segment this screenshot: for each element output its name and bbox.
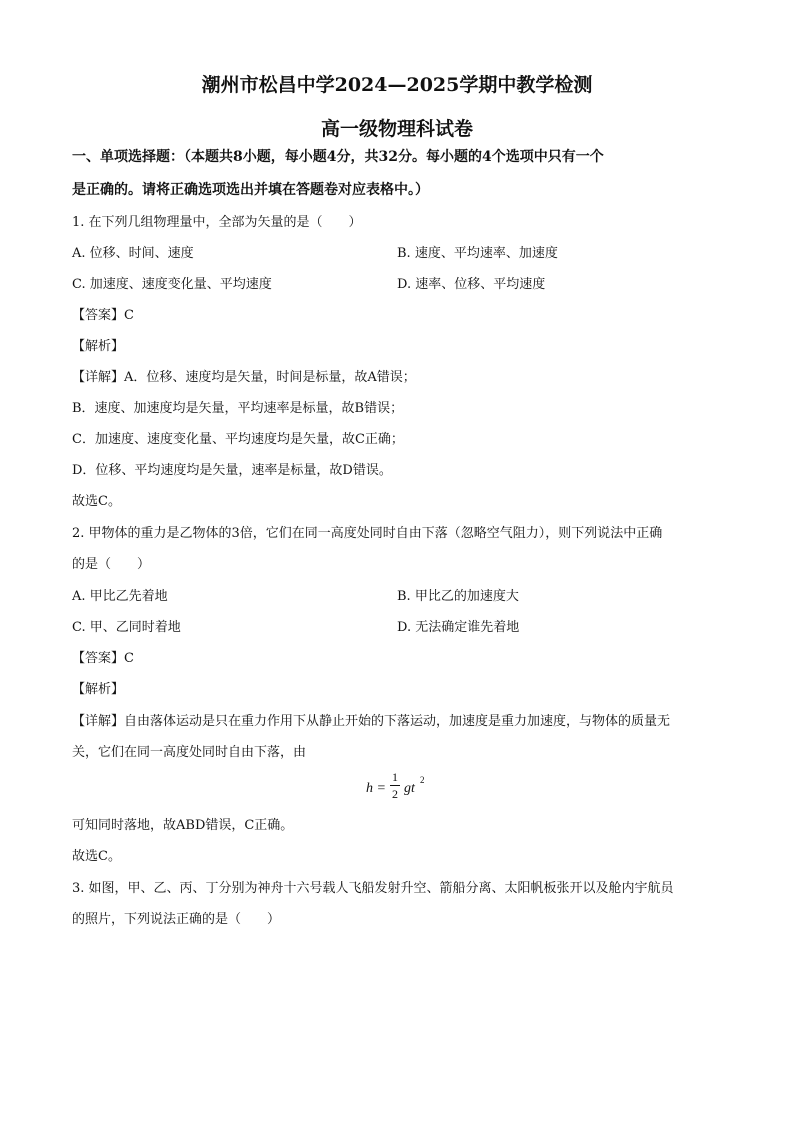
q2-detail-1: 【详解】自由落体运动是只在重力作用下从静止开始的下落运动，加速度是重力加速度，与物体的质量无 (72, 714, 671, 729)
formula-fraction-bar (390, 785, 400, 786)
q1-detail-4: D．位移、平均速度均是矢量，速率是标量，故D错误。 (72, 463, 392, 478)
q2-detail-2: 关，它们在同一高度处同时自由下落，由 (72, 745, 307, 760)
q2-detail-3: 可知同时落地，故ABD错误，C正确。 (72, 818, 294, 833)
q1-detail-2: B．速度、加速度均是矢量，平均速率是标量，故B错误； (72, 401, 404, 416)
q1-option-b: B. 速度、平均速率、加速度 (397, 246, 558, 261)
q2-conclusion: 故选C。 (72, 849, 121, 864)
exam-subtitle: 高一级物理科试卷 (320, 118, 473, 140)
q1-option-c: C. 加速度、速度变化量、平均速度 (72, 277, 272, 292)
q1-stem: 1. 在下列几组物理量中，全部为矢量的是（ ） (72, 215, 362, 230)
q2-analysis-label: 【解析】 (72, 682, 125, 697)
formula-exponent: 2 (420, 775, 425, 785)
q1-detail-1: 【详解】A．位移、速度均是矢量，时间是标量，故A错误； (72, 370, 416, 385)
q1-option-a: A. 位移、时间、速度 (72, 246, 194, 261)
section-heading-line1: 一、单项选择题：（本题共8小题，每小题4分，共32分。每小题的4个选项中只有一个 (72, 149, 604, 165)
q3-stem-line2: 的照片，下列说法正确的是（ ） (72, 912, 281, 927)
q2-stem-line1: 2. 甲物体的重力是乙物体的3倍，它们在同一高度处同时自由下落（忽略空气阻力），则下列说法中正确 (72, 526, 663, 541)
q1-conclusion: 故选C。 (72, 494, 121, 509)
q1-analysis-label: 【解析】 (72, 339, 125, 354)
formula-denominator: 2 (392, 787, 398, 801)
q2-option-b: B. 甲比乙的加速度大 (397, 589, 519, 604)
q2-stem-line2: 的是（ ） (72, 557, 151, 572)
formula-numerator: 1 (392, 770, 398, 784)
exam-title: 潮州市松昌中学2024—2025学期中教学检测 (201, 74, 593, 96)
formula-lhs: h = (366, 781, 386, 796)
q2-option-c: C. 甲、乙同时着地 (72, 620, 181, 635)
formula-rhs: gt (404, 781, 415, 796)
q2-option-a: A. 甲比乙先着地 (72, 589, 168, 604)
q2-answer: 【答案】C (72, 651, 134, 666)
section-heading-line2: 是正确的。请将正确选项选出并填在答题卷对应表格中。） (72, 182, 429, 198)
q1-answer: 【答案】C (72, 308, 134, 323)
q3-stem-line1: 3. 如图，甲、乙、丙、丁分别为神舟十六号载人飞船发射升空、箭船分离、太阳帆板张开以及舱内宇航员 (72, 881, 674, 896)
q1-option-d: D. 速率、位移、平均速度 (397, 277, 546, 292)
q1-detail-3: C．加速度、速度变化量、平均速度均是矢量，故C正确； (72, 432, 404, 447)
q2-option-d: D. 无法确定谁先着地 (397, 620, 520, 635)
free-fall-formula (366, 770, 446, 810)
